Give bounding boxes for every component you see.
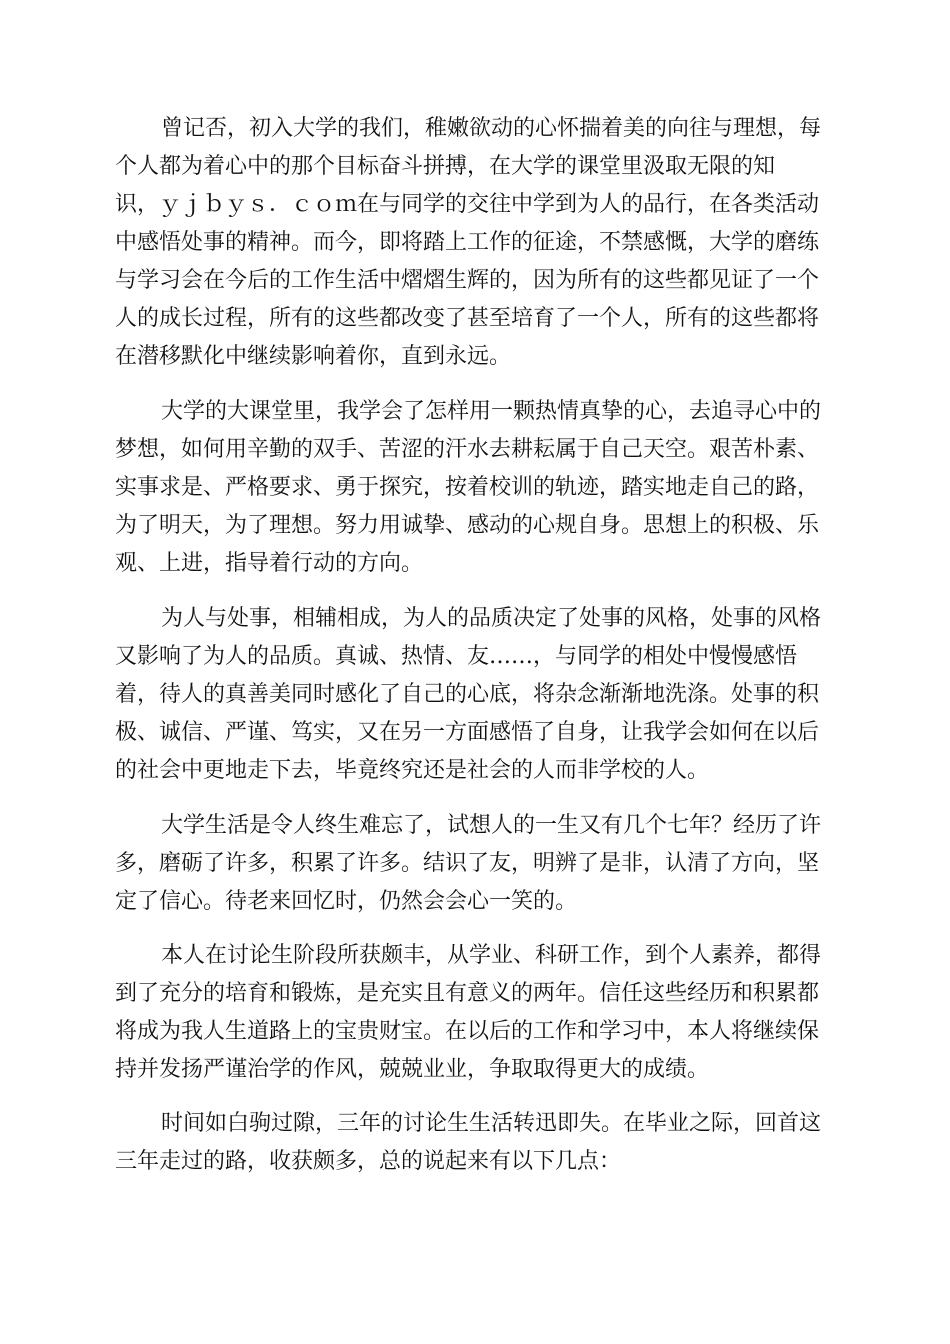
- text-line: 极、诚信、严谨、笃实，又在另一方面感悟了自身，让我学会如何在以后: [115, 720, 820, 745]
- paragraph-3: [115, 600, 821, 790]
- text-line: 为了明天，为了理想。努力用诚挚、感动的心规自身。思想上的积极、乐: [115, 513, 820, 538]
- paragraph-1: [115, 110, 821, 376]
- text-line: 本人在讨论生阶段所获颇丰，从学业、科研工作，到个人素养，都得: [161, 943, 822, 968]
- text-line: 大学的大课堂里，我学会了怎样用一颗热情真挚的心，去追寻心中的: [161, 399, 822, 424]
- text-line: 三年走过的路，收获颇多，总的说起来有以下几点：: [115, 1149, 622, 1174]
- text-line: 与学习会在今后的工作生活中熠熠生辉的，因为所有的这些都见证了一个: [115, 268, 820, 293]
- text-line: 的社会中更地走下去，毕竟终究还是社会的人而非学校的人。: [115, 758, 710, 783]
- paragraph-2: [115, 393, 821, 583]
- text-line: 梦想，如何用辛勤的双手、苦涩的汗水去耕耘属于自己天空。艰苦朴素、: [115, 437, 820, 462]
- text-line: 个人都为着心中的那个目标奋斗拼搏，在大学的课堂里汲取无限的知: [115, 154, 776, 179]
- text-line: 观、上进，指导着行动的方向。: [115, 551, 424, 576]
- paragraph-6: [115, 1105, 821, 1181]
- text-line: 人的成长过程，所有的这些都改变了甚至培育了一个人，所有的这些都将: [115, 306, 820, 331]
- text-line: 曾记否，初入大学的我们，稚嫩欲动的心怀揣着美的向往与理想，每: [161, 116, 822, 141]
- text-line: 又影响了为人的品质。真诚、热情、友……，与同学的相处中慢慢感悟: [115, 644, 798, 669]
- text-line: 实事求是、严格要求、勇于探究，按着校训的轨迹，踏实地走自己的路，: [115, 475, 820, 500]
- text-line: 在潜移默化中继续影响着你，直到永远。: [115, 344, 512, 369]
- text-line: 时间如白驹过隙，三年的讨论生生活转迅即失。在毕业之际，回首这: [161, 1111, 822, 1136]
- paragraph-4: [115, 807, 821, 921]
- text-line: 到了充分的培育和锻炼，是充实且有意义的两年。信任这些经历和积累都: [115, 981, 820, 1006]
- text-line: 中感悟处事的精神。而今，即将踏上工作的征途，不禁感慨，大学的磨练: [115, 230, 820, 255]
- text-line: 识，ｙｊｂｙｓ．ｃｏｍ在与同学的交往中学到为人的品行，在各类活动: [115, 192, 820, 217]
- text-line: 持并发扬严谨治学的作风，兢兢业业，争取取得更大的成绩。: [115, 1057, 710, 1082]
- text-line: 多，磨砺了许多，积累了许多。结识了友，明辨了是非，认清了方向，坚: [115, 851, 820, 876]
- paragraph-5: [115, 937, 821, 1089]
- text-line: 将成为我人生道路上的宝贵财宝。在以后的工作和学习中，本人将继续保: [115, 1019, 820, 1044]
- text-line: 定了信心。待老来回忆时，仍然会会心一笑的。: [115, 889, 578, 914]
- text-line: 大学生活是令人终生难忘了，试想人的一生又有几个七年？经历了许: [161, 813, 822, 838]
- text-line: 为人与处事，相辅相成，为人的品质决定了处事的风格，处事的风格: [161, 606, 822, 631]
- text-line: 着，待人的真善美同时感化了自己的心底，将杂念渐渐地洗涤。处事的积: [115, 682, 820, 707]
